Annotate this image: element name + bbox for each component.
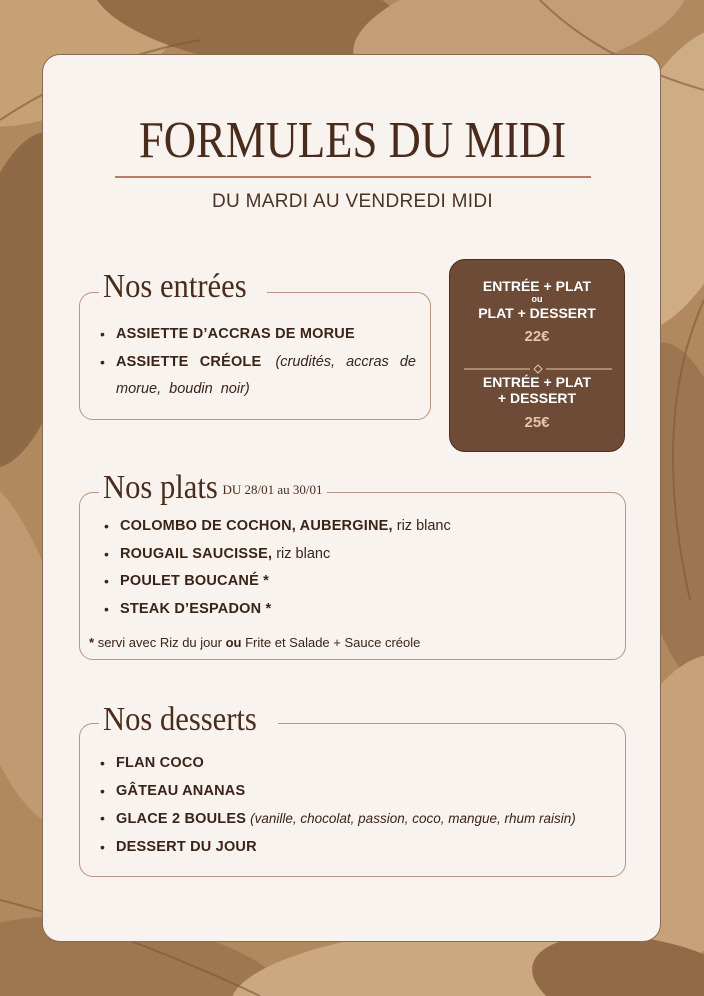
- page-subtitle: DU MARDI AU VENDREDI MIDI: [212, 191, 493, 212]
- ornament-divider: [462, 364, 614, 374]
- list-item: • GÂTEAU ANANAS: [100, 778, 624, 806]
- plats-side-note: * servi avec Riz du jour ou Frite et Salade + Sauce créole: [89, 635, 421, 650]
- formula-1-line-1: ENTRÉE + PLAT: [482, 278, 592, 294]
- formula-2-price: 25€: [524, 414, 550, 431]
- entrees-section: [79, 292, 431, 420]
- entrees-heading: Nos entrées: [99, 267, 267, 307]
- list-item: • COLOMBO DE COCHON, AUBERGINE, riz blanc: [104, 513, 604, 541]
- menu-card: [42, 54, 661, 942]
- list-item: • ASSIETTE CRÉOLE (crudités, accras de morue, boudin noir): [100, 349, 416, 404]
- plats-list: [104, 513, 604, 623]
- formula-2-line-2: + DESSERT: [497, 390, 577, 406]
- title-underline: [115, 176, 591, 178]
- page-title: FORMULES DU MIDI: [138, 112, 567, 169]
- list-item: • GLACE 2 BOULES (vanille, chocolat, passion, coco, mangue, rhum raisin): [100, 805, 624, 834]
- formula-1-price: 22€: [524, 328, 550, 345]
- list-item: • DESSERT DU JOUR: [100, 834, 624, 862]
- list-item: • POULET BOUCANÉ *: [104, 568, 604, 596]
- plats-date-note: DU 28/01 au 30/01: [222, 482, 323, 498]
- formula-2-line-1: ENTRÉE + PLAT: [482, 374, 592, 390]
- plats-section: [79, 492, 626, 660]
- entrees-list: [100, 321, 416, 404]
- list-item: • STEAK D’ESPADON *: [104, 596, 604, 624]
- formula-1-line-2: PLAT + DESSERT: [478, 305, 596, 321]
- desserts-section: [79, 723, 626, 877]
- list-item: • FLAN COCO: [100, 750, 624, 778]
- desserts-heading: Nos desserts: [99, 700, 278, 740]
- list-item: • ROUGAIL SAUCISSE, riz blanc: [104, 541, 604, 569]
- desserts-list: [100, 750, 624, 861]
- formula-1-or: ou: [531, 294, 543, 304]
- plats-heading: Nos plats DU 28/01 au 30/01: [99, 468, 327, 510]
- formula-price-box: [449, 259, 625, 452]
- list-item: • ASSIETTE D’ACCRAS DE MORUE: [100, 321, 416, 349]
